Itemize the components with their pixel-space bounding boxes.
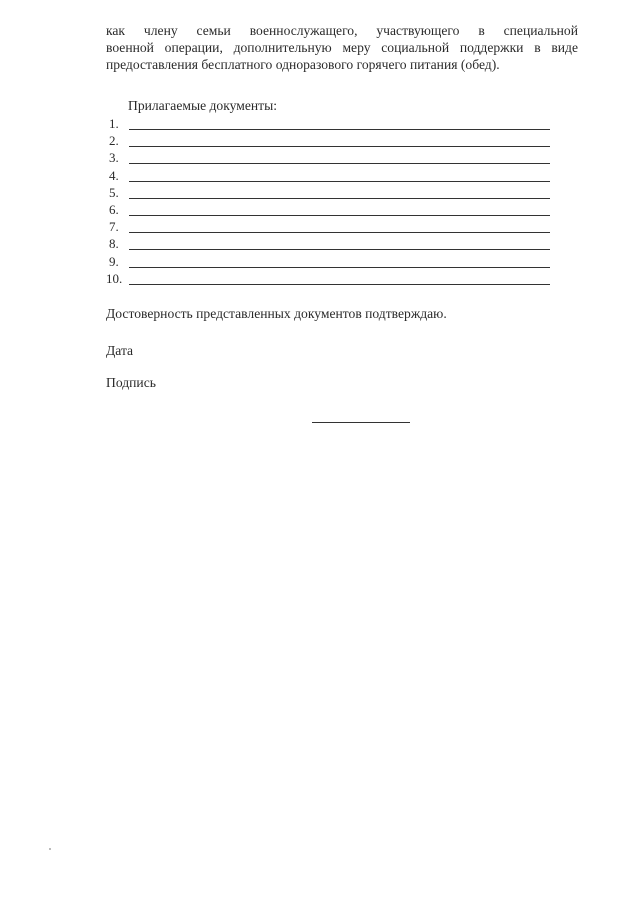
attachment-blank-line[interactable] xyxy=(129,163,550,164)
attachment-row xyxy=(106,218,550,235)
attachment-row xyxy=(106,149,550,166)
attachment-blank-line[interactable] xyxy=(129,198,550,199)
attachment-number: 6. xyxy=(109,201,119,217)
attachment-number: 4. xyxy=(109,167,119,183)
intro-line-3: предоставления бесплатного одноразового горячего питания (обед). xyxy=(106,57,500,72)
scan-speck xyxy=(49,848,51,850)
attachment-row xyxy=(106,201,550,218)
attachment-blank-line[interactable] xyxy=(129,232,550,233)
attachments-heading: Прилагаемые документы: xyxy=(128,98,278,113)
attachment-row xyxy=(106,115,550,132)
attachment-row xyxy=(106,132,550,149)
attachment-blank-line[interactable] xyxy=(129,181,550,182)
attachment-number: 9. xyxy=(109,253,119,269)
attachment-number: 10. xyxy=(106,270,123,286)
attachment-number: 8. xyxy=(109,236,119,252)
attachment-blank-line[interactable] xyxy=(129,215,550,216)
attachment-row xyxy=(106,235,550,252)
attachment-number: 5. xyxy=(109,184,119,200)
confirmation-text: Достоверность представленных документов подтверждаю. xyxy=(106,306,447,321)
attachment-row xyxy=(106,253,550,270)
intro-line-1: как члену семьи военнослужащего, участвующего в специальной xyxy=(106,23,578,38)
attachment-row xyxy=(106,167,550,184)
attachment-blank-line[interactable] xyxy=(129,249,550,250)
attachment-blank-line[interactable] xyxy=(129,284,550,285)
attachments-list xyxy=(106,115,550,287)
signature-line[interactable] xyxy=(312,422,410,423)
attachment-number: 2. xyxy=(109,133,119,149)
signature-label: Подпись xyxy=(106,375,156,390)
intro-paragraph xyxy=(106,22,578,73)
attachment-row xyxy=(106,270,550,287)
intro-line-2: военной операции, дополнительную меру социальной поддержки в виде xyxy=(106,40,578,55)
attachment-row xyxy=(106,184,550,201)
attachment-blank-line[interactable] xyxy=(129,129,550,130)
attachment-number: 3. xyxy=(109,150,119,166)
date-label: Дата xyxy=(106,343,134,358)
attachment-blank-line[interactable] xyxy=(129,267,550,268)
attachment-number: 1. xyxy=(109,116,119,131)
attachment-blank-line[interactable] xyxy=(129,146,550,147)
attachment-number: 7. xyxy=(109,219,119,235)
